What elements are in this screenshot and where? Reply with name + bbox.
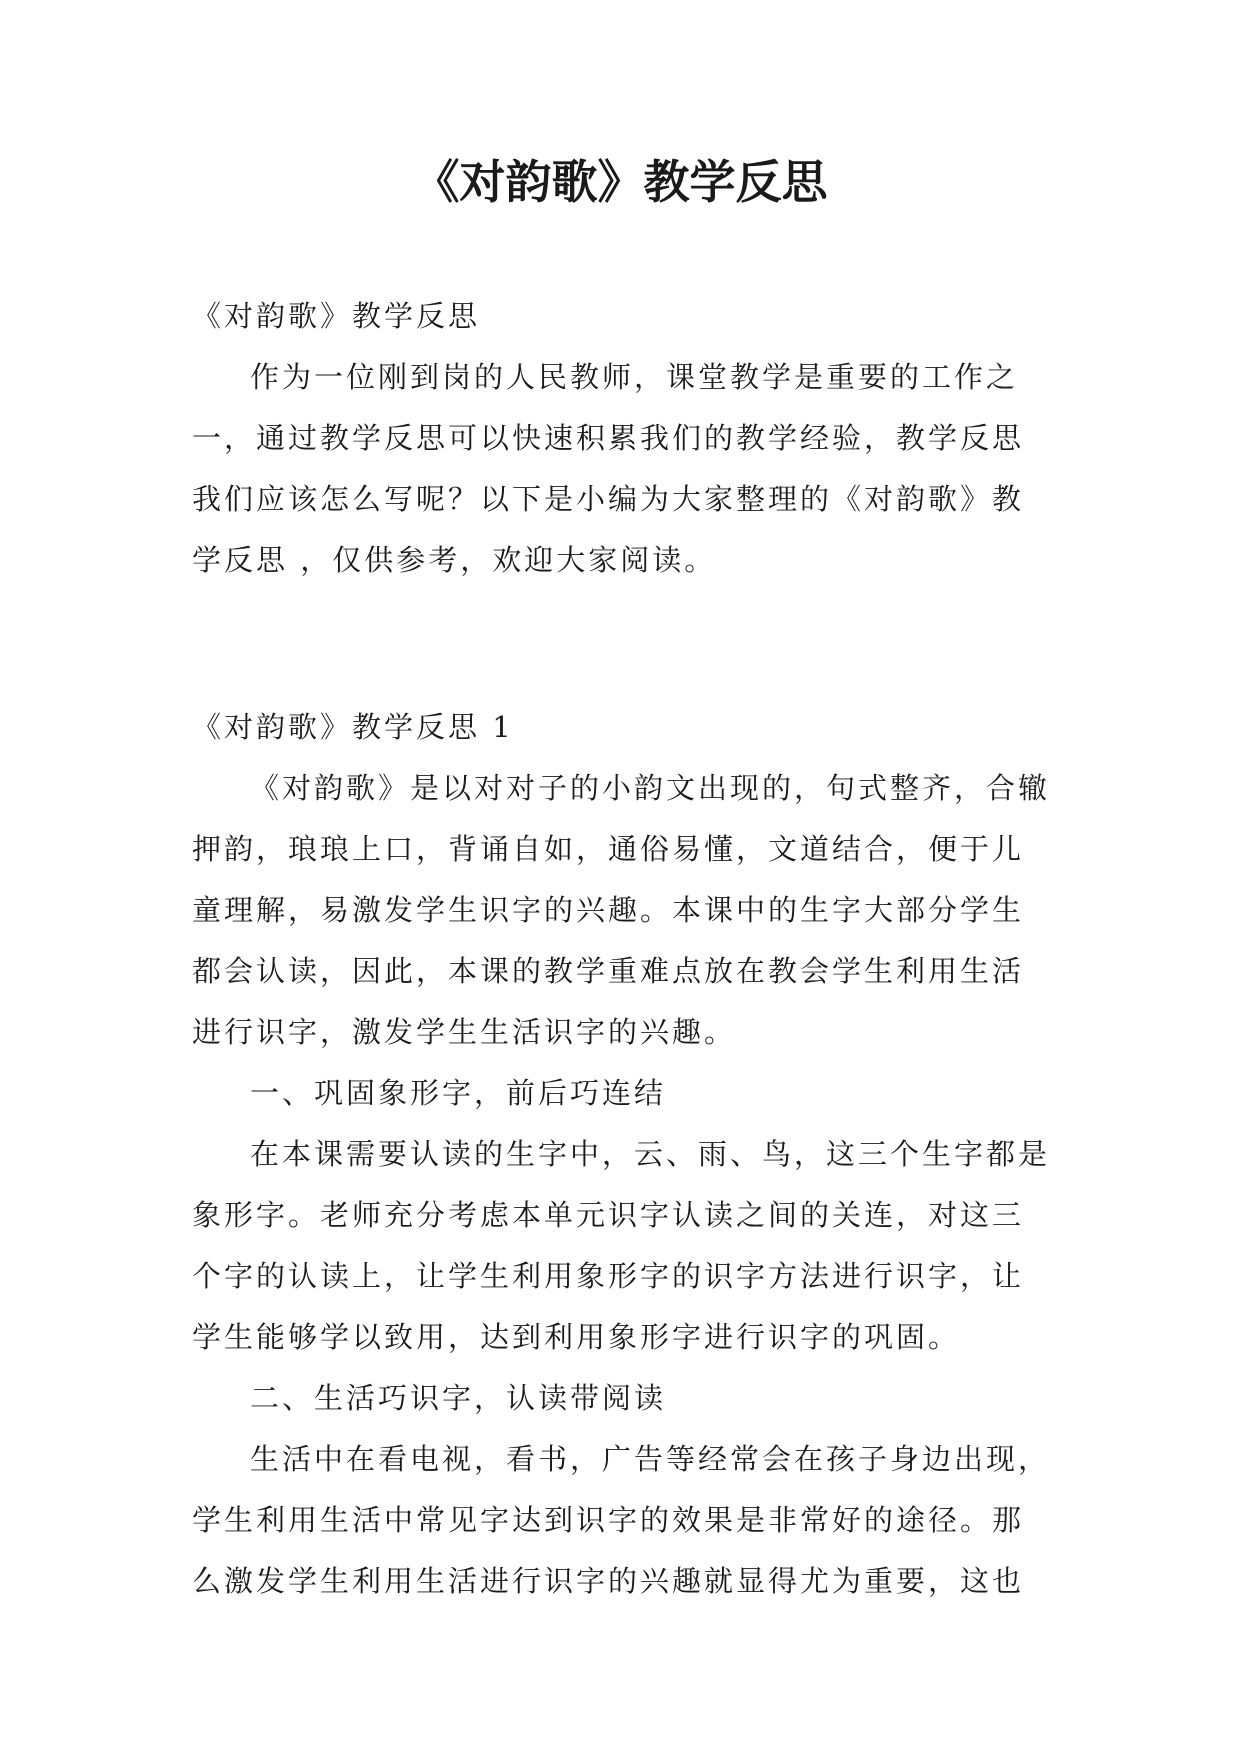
section-1-paragraph-2: 在本课需要认读的生字中，云、雨、鸟，这三个生字都是象形字。老师充分考虑本单元识字认读之间的关连，对这三个字的认读上，让学生利用象形字的识字方法进行识字，让学生能够学以致用，达到利用象形字进行识字的巩固。: [192, 1137, 1051, 1354]
intro-heading: 《对韵歌》教学反思: [192, 299, 481, 333]
section-1-paragraph-3: 生活中在看电视，看书，广告等经常会在孩子身边出现，学生利用生活中常见字达到识字的效果是非常好的途径。那么激发学生利用生活进行识字的兴趣就显得尤为重要，这也: [192, 1442, 1051, 1598]
section-1-heading: 《对韵歌》教学反思 1: [192, 710, 514, 744]
document-title: 《对韵歌》教学反思: [413, 155, 828, 209]
section-1-paragraph-1: 《对韵歌》是以对对子的小韵文出现的，句式整齐，合辙押韵，琅琅上口，背诵自如，通俗易懂，文道结合，便于儿童理解，易激发学生识字的兴趣。本课中的生字大部分学生都会认读，因此，本课的教学重难点放在教会学生利用生活进行识字，激发学生生活识字的兴趣。: [192, 771, 1051, 1049]
intro-paragraph: 作为一位刚到岗的人民教师，课堂教学是重要的工作之一，通过教学反思可以快速积累我们的教学经验，教学反思我们应该怎么写呢？以下是小编为大家整理的《对韵歌》教学反思 ，仅供参考，欢迎大家阅读。: [192, 360, 1025, 577]
section-1-subheading-2: 二、生活巧识字，认读带阅读: [250, 1381, 667, 1415]
intro-section: [192, 286, 1052, 591]
section-1-subheading-1: 一、巩固象形字，前后巧连结: [250, 1076, 667, 1110]
section-1: [192, 697, 1052, 1612]
